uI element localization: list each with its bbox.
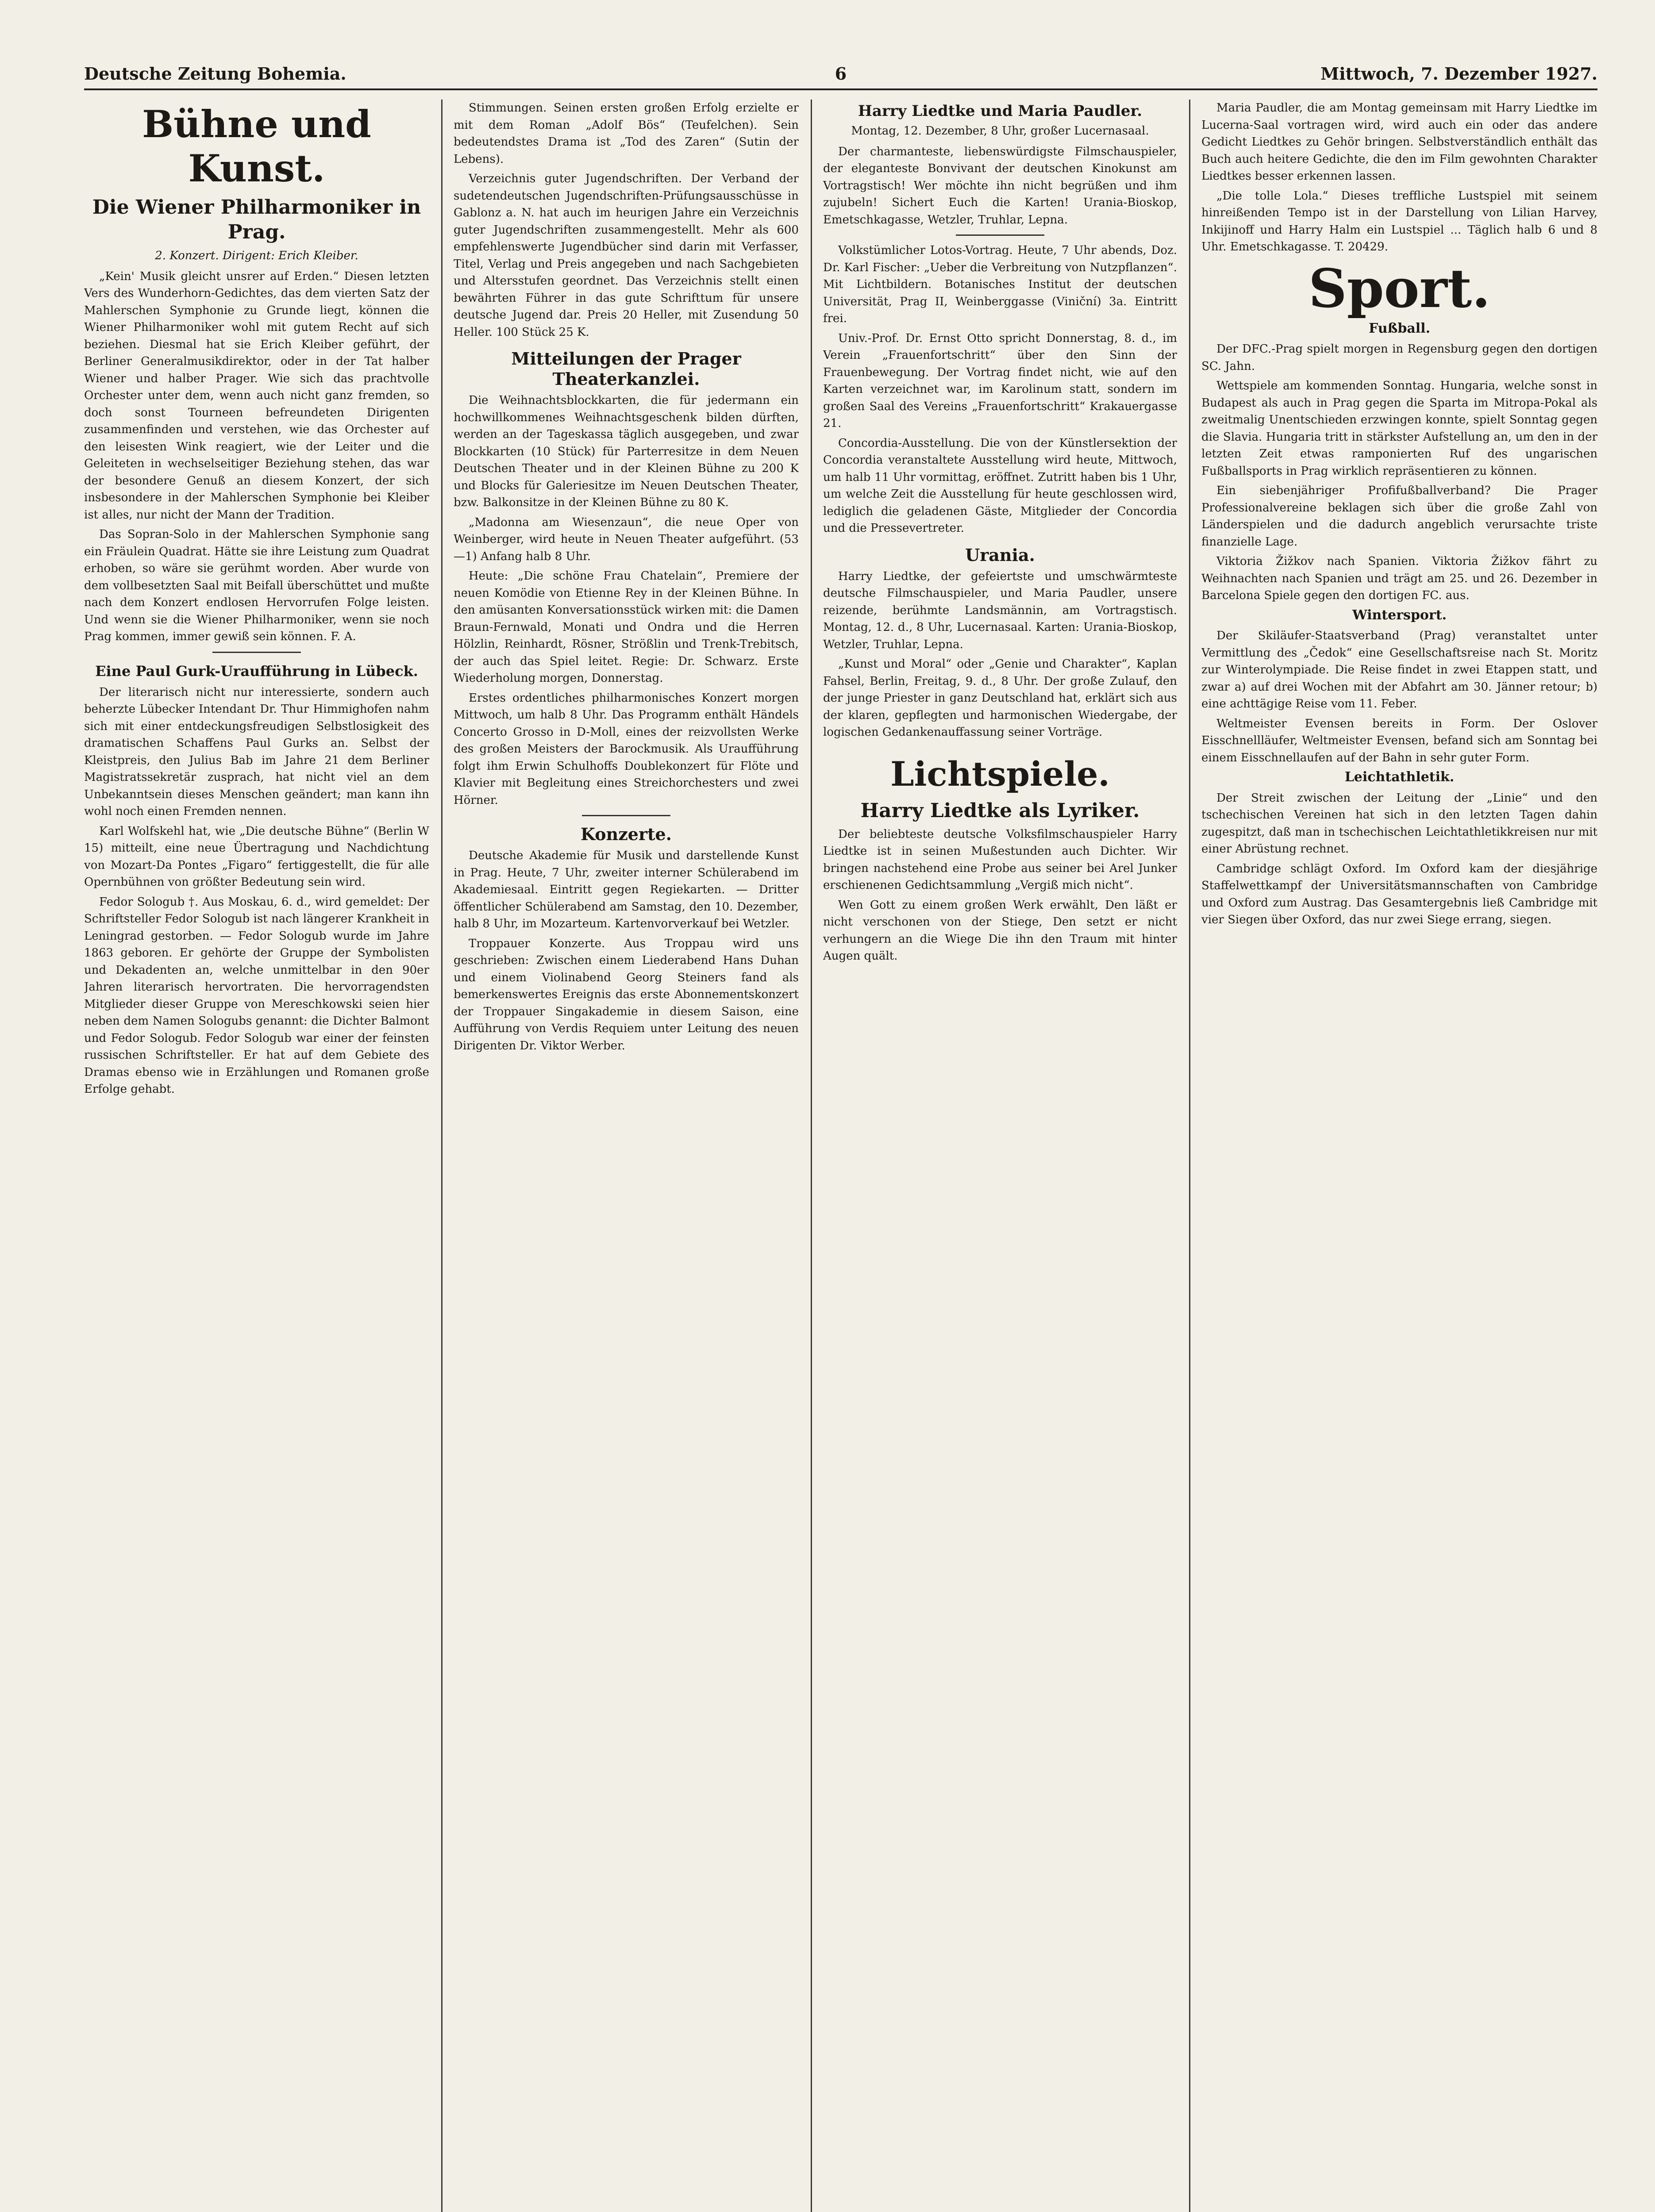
column-2 [454, 100, 799, 2212]
article-paragraph: Heute: „Die schöne Frau Chatelain“, Premiere der neuen Komödie von Etienne Rey in der Kleinen Bühne. In den amüsanten Konversationsstück wirken mit: die Damen Braun-Fernwald, Monati und Ondra und die Herren Hölzlin, Reinhardt, Rösner, Strößlin und Trenk-Trebitsch, der auch das Spiel leitet. Regie: Dr. Schwarz. Erste Wiederholung morgen, Donnerstag. [454, 569, 799, 685]
subsection-heading: Fußball. [1368, 320, 1431, 336]
article-title: Die Wiener Philharmoniker in Prag. [92, 196, 421, 243]
divider [582, 815, 670, 816]
column-rule [811, 100, 812, 2212]
section-heading: Mitteilungen der Prager Theaterkanzlei. [511, 349, 741, 389]
newspaper-page [84, 58, 1597, 2212]
article-dateline: 2. Konzert. Dirigent: Erich Kleiber. [155, 249, 358, 262]
article-paragraph: Harry Liedtke, der gefeiertste und umschwärmteste deutsche Filmschauspieler, und Maria Paudler, unsere reizende, berühmte Landsmännin, am Vortragstisch. Montag, 12. d., 8 Uhr, Lucernasaal. Karten: Urania-Bioskop, Wetzler, Truhlar, Lepna. [823, 569, 1177, 651]
section-heading: Urania. [965, 545, 1035, 565]
column-4 [1201, 100, 1597, 2212]
article-paragraph: „Kunst und Moral“ oder „Genie und Charakter“, Kaplan Fahsel, Berlin, Freitag, 9. d., 8 Uhr. Der große Zulauf, den der junge Priester in ganz Deutschland hat, erklärt sich aus der klaren, gepflegten und harmonischen Wiedergabe, der logischen Gedankenauffassung seiner Vorträge. [823, 657, 1177, 739]
article-paragraph: Fedor Sologub †. Aus Moskau, 6. d., wird gemeldet: Der Schriftsteller Fedor Sologub ist nach längerer Krankheit in Leningrad gestorben. — Fedor Sologub wurde im Jahre 1863 geboren. Er gehörte der Gruppe der Symbolisten und Dekadenten an, welche unmittelbar in den 90er Jahren literarisch hervortraten. Die hervorragendsten Mitglieder dieser Gruppe von Mereschkowski seien hier neben dem Namen Sologubs genannt: die Dichter Balmont und Fedor Sologub. Fedor Sologub war einer der feinsten russischen Schriftsteller. Er hat auf dem Gebiete des Dramas ebenso wie in Erzählungen und Romanen große Erfolge gehabt. [84, 895, 429, 1096]
section-headline: Lichtspiele. [890, 754, 1110, 794]
section-headline: Bühne und Kunst. [142, 102, 371, 190]
announcement-subtitle: Montag, 12. Dezember, 8 Uhr, großer Lucernasaal. [851, 124, 1149, 138]
article-paragraph: Stimmungen. Seinen ersten großen Erfolg erzielte er mit dem Roman „Adolf Bös“ (Teufelchen). Sein bedeutendstes Drama ist „Tod des Zaren“ (Sutin der Lebens). [454, 101, 799, 166]
column-rule [441, 100, 443, 2212]
article-paragraph: Karl Wolfskehl hat, wie „Die deutsche Bühne“ (Berlin W 15) mitteilt, eine neue Übertragung und Nachdichtung von Mozart-Da Pontes „Figaro“ fertiggestellt, die für alle Opernbühnen von größter Bedeutung sein wird. [84, 824, 429, 889]
article-paragraph: Deutsche Akademie für Musik und darstellende Kunst in Prag. Heute, 7 Uhr, zweiter interner Schülerabend im Akademiesaal. Eintritt gegen Regiekarten. — Dritter öffentlicher Schülerabend am Samstag, den 10. Dezember, halb 8 Uhr, im Mozarteum. Kartenvorverkauf bei Wetzler. [454, 849, 799, 930]
article-paragraph: Cambridge schlägt Oxford. Im Oxford kam der diesjährige Staffelwettkampf der Universitätsmannschaften von Cambridge und Oxford zum Austrag. Das Gesamtergebnis ließ Cambridge mit vier Siegen über Oxford, das nur zwei Siege errang, siegen. [1201, 862, 1597, 926]
article-paragraph: „Kein' Musik gleicht unsrer auf Erden.“ Diesen letzten Vers des Wunderhorn-Gedichtes, das dem vierten Satz der Mahlerschen Symphonie zu Grunde liegt, können die Wiener Philharmoniker wohl mit gutem Recht auf sich beziehen. Diesmal hat sie Erich Kleiber geführt, der Berliner Generalmusikdirektor, oder in der Tat halber Wiener und halber Prager. Wie sich das prachtvolle Orchester unter dem, wenn auch nicht ganz fremden, so doch sonst Tourneen befreundeten Dirigenten zusammenfinden und verstehen, wie das Orchester auf den leisesten Wink reagiert, wie der Leiter und die Geleiteten in wechselseitiger Beziehung stehen, das war der besondere Genuß an diesem Konzert, der sich insbesondere in der Mahlerschen Symphonie bei Kleiber ist alles, nur nicht der Mann der Tradition. [84, 269, 429, 522]
section-headline: Sport. [1308, 257, 1491, 320]
article-paragraph: „Madonna am Wiesenzaun“, die neue Oper von Weinberger, wird heute in Neuen Theater aufgeführt. (53—1) Anfang halb 8 Uhr. [454, 515, 799, 563]
divider [956, 234, 1044, 236]
section-heading: Konzerte. [581, 824, 672, 844]
article-paragraph: Univ.-Prof. Dr. Ernst Otto spricht Donnerstag, 8. d., im Verein „Frauenfortschritt“ über den Sinn der Frauenbewegung. Der Vortrag findet nicht, wie auf den Karten verzeichnet war, im Karolinum statt, sondern im großen Saal des Vereins „Frauenfortschritt“ Krakauergasse 21. [823, 331, 1177, 430]
subsection-heading: Wintersport. [1352, 607, 1447, 623]
article-paragraph: Der beliebteste deutsche Volksfilmschauspieler Harry Liedtke ist in seinen Mußestunden auch Dichter. Wir bringen nachstehend eine Probe aus seiner bei Arel Junker erschienenen Gedichtsammlung „Vergiß mich nicht“. [823, 827, 1177, 892]
newspaper-title: Deutsche Zeitung Bohemia. [84, 64, 346, 84]
poem-stanza: Wen Gott zu einem großen Werk erwählt, Den läßt er nicht verschonen von der Stiege, Den setzt er nicht verhungern an die Wiege Die ihn den Traum mit hinter Augen quält. [823, 898, 1177, 963]
divider [212, 652, 301, 653]
article-title: Harry Liedtke als Lyriker. [860, 799, 1140, 822]
article-paragraph: Weltmeister Evensen bereits in Form. Der Oslover Eisschnellläufer, Weltmeister Evensen, befand sich am Sonntag bei einem Eisschnellaufen auf der Bahn in sehr guter Form. [1201, 717, 1597, 764]
article-paragraph: Verzeichnis guter Jugendschriften. Der Verband der sudetendeutschen Jugendschriften-Prüfungsausschüsse in Gablonz a. N. hat auch im heurigen Jahre ein Verzeichnis guter Jugendschriften zusammengestellt. Mehr als 600 empfehlenswerte Jugendbücher sind darin mit Verfasser, Titel, Verlag und Preis angegeben und nach Sachgebieten und Altersstufen geordnet. Das Verzeichnis stellt einen bewährten Führer in das gute Schrifttum für unsere deutsche Jugend dar. Preis 20 Heller, mit Zusendung 50 Heller. 100 Stück 25 K. [454, 172, 799, 339]
article-paragraph: Maria Paudler, die am Montag gemeinsam mit Harry Liedtke im Lucerna-Saal vortragen wird, wird auch ein oder das andere Gedicht Liedtkes zu Gehör bringen. Selbstverständlich enthält das Buch auch heitere Gedichte, die den im Film gewohnten Charakter Liedtkes besser erkennen lassen. [1201, 101, 1597, 183]
page-number: 6 [835, 64, 847, 84]
subsection-heading: Leichtathletik. [1344, 769, 1455, 785]
article-paragraph: Das Sopran-Solo in der Mahlerschen Symphonie sang ein Fräulein Quadrat. Hätte sie ihre Leistung zum Quadrat erhoben, so wäre sie gerühmt worden. Aber wurde von dem vollbesetzten Saal mit Beifall überschüttet und mußte nach dem Konzert endlosen Hervorrufen Folge leisten. Und wenn sie die Wiener Philharmoniker, wenn sie noch Prag kommen, immer gewiß sein können. F. A. [84, 528, 429, 643]
article-paragraph: Die Weihnachtsblockkarten, die für jedermann ein hochwillkommenes Weihnachtsgeschenk bilden dürften, werden an der Tageskassa täglich ausgegeben, und zwar Blockkarten (10 Stück) für Parterresitze in dem Neuen Deutschen Theater und in der Kleinen Bühne zu 200 K und Blocks für Galeriesitze im Neuen Deutschen Theater, bzw. Balkonsitze in der Kleinen Bühne zu 80 K. [454, 394, 799, 509]
issue-date: Mittwoch, 7. Dezember 1927. [1320, 64, 1597, 84]
article-paragraph: Ein siebenjähriger Profifußballverband? Die Prager Professionalvereine beklagen sich über die große Zahl von Länderspielen und die dadurch angeblich verursachte triste finanzielle Lage. [1201, 484, 1597, 549]
announcement-title: Harry Liedtke und Maria Paudler. [858, 102, 1143, 120]
column-3 [823, 100, 1177, 2212]
article-paragraph: Troppauer Konzerte. Aus Troppau wird uns geschrieben: Zwischen einem Liederabend Hans Duhan und einem Violinabend Georg Steiners fand als bemerkenswertes Ereignis das erste Abonnementskonzert der Troppauer Singakademie in diesem Saison, eine Aufführung von Verdis Requiem unter Leitung des neuen Dirigenten Dr. Viktor Werber. [454, 937, 799, 1052]
page-header [84, 58, 1597, 90]
article-paragraph: „Die tolle Lola.“ Dieses treffliche Lustspiel mit seinem hinreißenden Tempo ist in der Darstellung von Lilian Harvey, Inkijinoff und Harry Halm ein Lustspiel ... Täglich halb 6 und 8 Uhr. Emetschkagasse. T. 20429. [1201, 189, 1597, 253]
article-title: Eine Paul Gurk-Uraufführung in Lübeck. [95, 662, 418, 680]
column-rule [1189, 100, 1190, 2212]
article-paragraph: Der Streit zwischen der Leitung der „Linie“ und den tschechischen Vereinen hat sich in den letzten Tagen dahin zugespitzt, daß man in tschechischen Leichtathletikkreisen nur mit einer Abrüstung rechnet. [1201, 791, 1597, 856]
article-paragraph: Wettspiele am kommenden Sonntag. Hungaria, welche sonst in Budapest als auch in Prag gegen die Sparta im Mitropa-Pokal als zweitmalig Unentschieden erzwingen konnte, spielt Sonntag gegen die Slavia. Hungaria tritt in stärkster Aufstellung an, um den in der letzten Zeit etwas ramponierten Ruf des ungarischen Fußballsports in Prag wirklich repräsentieren zu können. [1201, 379, 1597, 478]
article-paragraph: Der charmanteste, liebenswürdigste Filmschauspieler, der eleganteste Bonvivant der deutschen Kinokunst am Vortragstisch! Wer möchte ihn nicht begrüßen und ihm zujubeln! Sichert Euch die Karten! Urania-Bioskop, Emetschkagasse, Wetzler, Truhlar, Lepna. [823, 145, 1177, 227]
article-paragraph: Der DFC.-Prag spielt morgen in Regensburg gegen den dortigen SC. Jahn. [1201, 342, 1597, 373]
article-paragraph: Der Skiläufer-Staatsverband (Prag) veranstaltet unter Vermittlung des „Čedok“ eine Gesellschaftsreise nach St. Moritz zur Winterolympiade. Die Reise findet in zwei Etappen statt, und zwar a) auf drei Wochen mit der Abfahrt am 30. Jänner retour; b) eine achttägige Reise vom 11. Feber. [1201, 629, 1597, 710]
article-paragraph: Erstes ordentliches philharmonisches Konzert morgen Mittwoch, um halb 8 Uhr. Das Programm enthält Händels Concerto Grosso in D-Moll, eines der reizvollsten Werke des großen Meisters der Barockmusik. Als Uraufführung folgt ihm Erwin Schulhoffs Doublekonzert für Flöte und Klavier mit Begleitung eines Streichorchesters und zwei Hörner. [454, 691, 799, 807]
article-paragraph: Der literarisch nicht nur interessierte, sondern auch beherzte Lübecker Intendant Dr. Thur Himmighofen nahm sich mit einer entdeckungsfreudigen Selbstlosigkeit des dramatischen Schaffens Paul Gurks an. Selbst der Kleistpreis, den Julius Bab im Jahre 21 dem Berliner Magistratssekretär zusprach, hat nicht viel an dem Unbekanntsein dieses Menschen geändert; man kann ihn wohl noch einen Fremden nennen. [84, 685, 429, 818]
article-paragraph: Viktoria Žižkov nach Spanien. Viktoria Žižkov fährt zu Weihnachten nach Spanien und trägt am 25. und 26. Dezember in Barcelona Spiele gegen den dortigen FC. aus. [1201, 555, 1597, 602]
article-paragraph: Volkstümlicher Lotos-Vortrag. Heute, 7 Uhr abends, Doz. Dr. Karl Fischer: „Ueber die Verbreitung von Nutzpflanzen“. Mit Lichtbildern. Botanisches Institut der deutschen Universität, Prag II, Weinberggasse (Viniční) 3a. Eintritt frei. [823, 244, 1177, 325]
column-1 [84, 100, 429, 2212]
article-paragraph: Concordia-Ausstellung. Die von der Künstlersektion der Concordia veranstaltete Ausstellung wird heute, Mittwoch, um halb 11 Uhr vormittag, eröffnet. Zutritt haben bis 1 Uhr, um welche Zeit die Ausstellung für heute geschlossen wird, lediglich die geladenen Gäste, Mitglieder der Concordia und die Pressevertreter. [823, 436, 1177, 535]
